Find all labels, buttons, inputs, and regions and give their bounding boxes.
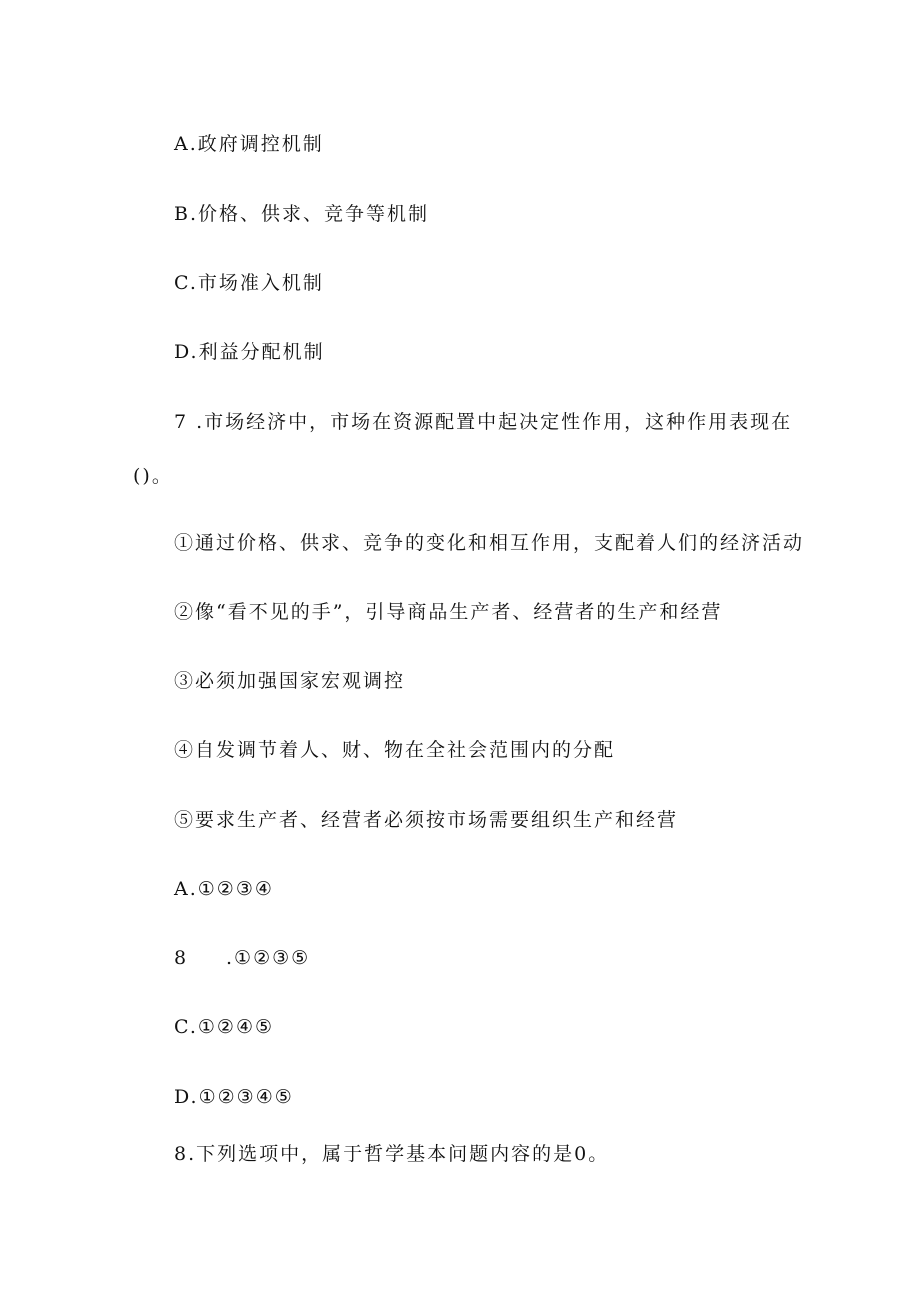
- q8-stem: 8.下列选项中，属于哲学基本问题内容的是0。: [174, 1143, 610, 1165]
- q7-item-4: ④自发调节着人、财、物在全社会范围内的分配: [174, 739, 616, 761]
- q6-option-d: D.利益分配机制: [174, 341, 325, 363]
- q7-option-d: D.①②③④⑤: [174, 1086, 294, 1108]
- q7-option-b-number: 8: [174, 947, 187, 969]
- q6-option-a: A.政府调控机制: [174, 133, 324, 155]
- q7-option-c: C.①②④⑤: [174, 1016, 275, 1038]
- q7-item-5: ⑤要求生产者、经营者必须按市场需要组织生产和经营: [174, 809, 679, 831]
- q7-option-a: A.①②③④: [174, 878, 274, 900]
- q7-stem-line2: ()。: [133, 465, 173, 487]
- q7-option-b: .①②③⑤: [226, 947, 311, 969]
- q7-item-2: ②像“看不见的手”，引导商品生产者、经营者的生产和经营: [174, 601, 723, 623]
- q7-item-1: ①通过价格、供求、竞争的变化和相互作用，支配着人们的经济活动: [174, 532, 805, 554]
- q7-item-3: ③必须加强国家宏观调控: [174, 670, 406, 692]
- q6-option-b: B.价格、供求、竞争等机制: [174, 203, 430, 225]
- q6-option-c: C.市场准入机制: [174, 272, 324, 294]
- q7-stem-line1: 7 .市场经济中，市场在资源配置中起决定性作用，这种作用表现在: [174, 411, 793, 433]
